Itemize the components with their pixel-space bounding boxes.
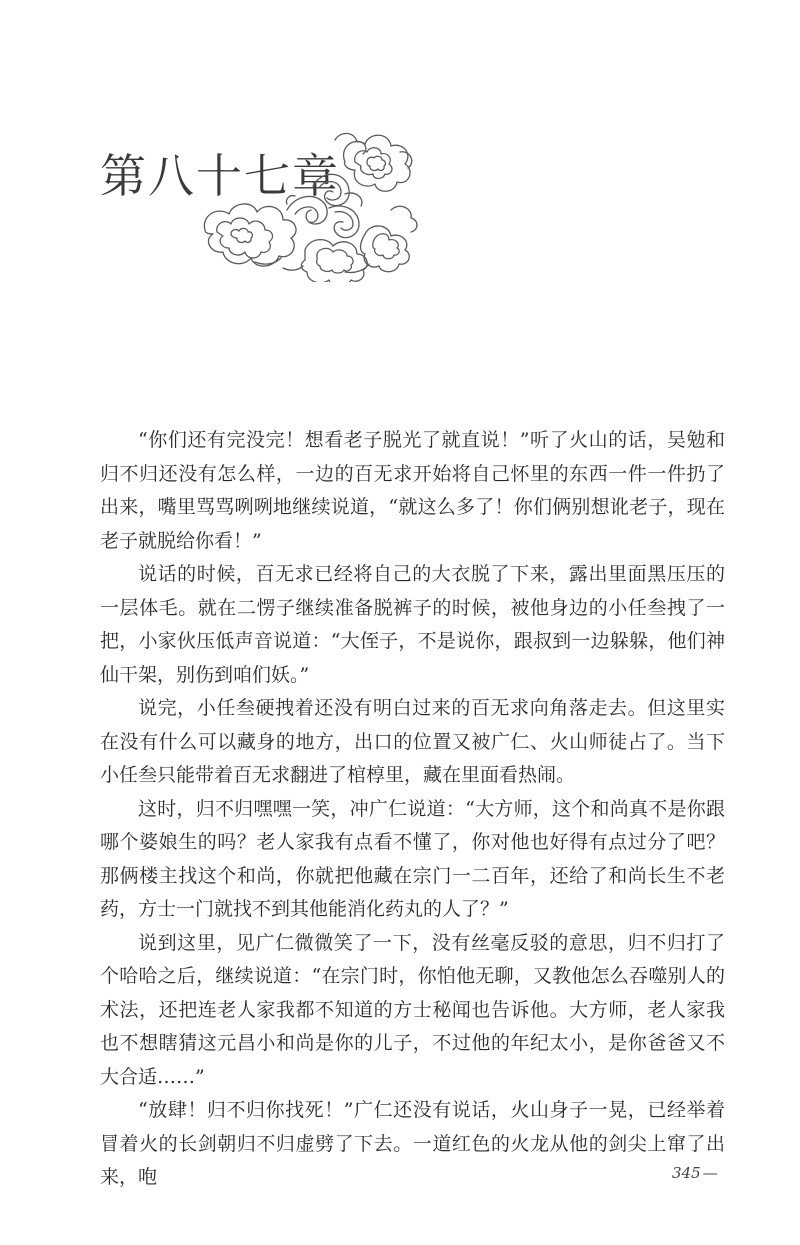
chapter-body xyxy=(100,424,725,1195)
paragraph: 说到这里，见广仁微微笑了一下，没有丝毫反驳的意思，归不归打了个哈哈之后，继续说道：“在宗门时，你怕他无聊，又教他怎么吞噬别人的术法，还把连老人家我都不知道的方士秘闻也告诉他。大方师，老人家我也不想瞎猜这元昌小和尚是你的儿子，不过他的年纪太小，是你爸爸又不大合适……” xyxy=(100,931,725,1088)
paragraph: 说完，小任叁硬拽着还没有明白过来的百无求向角落走去。但这里实在没有什么可以藏身的地方，出口的位置又被广仁、火山师徒占了。当下小任叁只能带着百无求翻进了棺椁里，藏在里面看热闹。 xyxy=(100,697,725,786)
paragraph: “放肆！归不归你找死！”广仁还没有说话，火山身子一晃，已经举着冒着火的长剑朝归不归虚劈了下去。一道红色的火龙从他的剑尖上窜了出来，咆 xyxy=(100,1099,725,1188)
auspicious-cloud-icon xyxy=(195,122,435,282)
paragraph: 这时，归不归嘿嘿一笑，冲广仁说道：“大方师，这个和尚真不是你跟哪个婆娘生的吗？老人家我有点看不懂了，你对他也好得有点过分了吧？那俩楼主找这个和尚，你就把他藏在宗门一二百年，还给了和尚长生不老药，方士一门就找不到其他能消化药丸的人了？” xyxy=(100,797,725,920)
page-number: 345 xyxy=(672,1164,701,1182)
paragraph: 说话的时候，百无求已经将自己的大衣脱了下来，露出里面黑压压的一层体毛。就在二愣子继续准备脱裤子的时候，被他身边的小任叁拽了一把，小家伙压低声音说道：“大侄子，不是说你，跟叔到一边躲躲，他们神仙干架，别伤到咱们妖。” xyxy=(100,563,725,686)
chapter-title: 第八十七章 xyxy=(100,149,340,203)
page-footer xyxy=(672,1164,718,1182)
footer-dash: — xyxy=(702,1164,718,1182)
paragraph: “你们还有完没完！想看老子脱光了就直说！”听了火山的话，吴勉和归不归还没有怎么样，一边的百无求开始将自己怀里的东西一件一件扔了出来，嘴里骂骂咧咧地继续说道，“就这么多了！你们俩别想讹老子，现在老子就脱给你看！” xyxy=(100,429,725,552)
